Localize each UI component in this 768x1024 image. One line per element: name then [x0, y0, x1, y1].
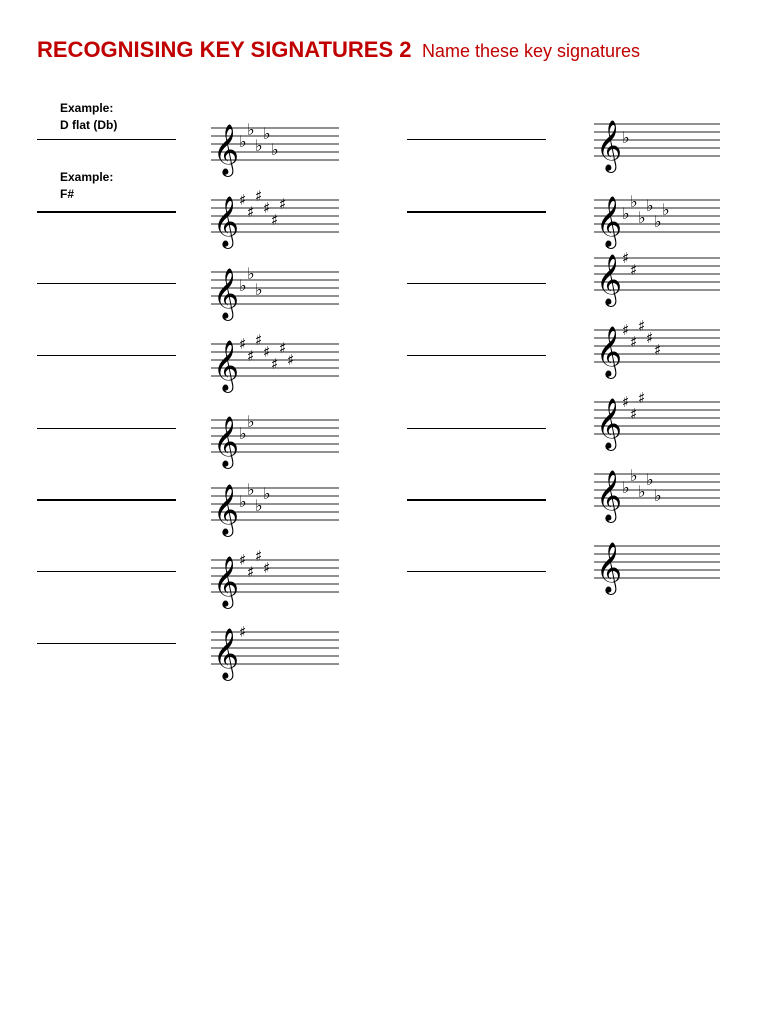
treble-clef-icon: 𝄞	[213, 196, 240, 247]
flat-icon: ♭	[630, 192, 638, 211]
treble-clef-icon: 𝄞	[213, 628, 240, 679]
key-signature-left-3	[211, 264, 339, 324]
flat-icon: ♭	[247, 120, 255, 139]
answer-line-right-6[interactable]	[407, 499, 546, 501]
flat-icon: ♭	[239, 424, 247, 443]
sharp-icon: ♯	[239, 335, 247, 353]
sharp-icon: ♯	[622, 321, 630, 339]
key-signature-left-8	[211, 624, 339, 684]
sharp-icon: ♯	[255, 187, 263, 205]
treble-clef-icon: 𝄞	[596, 254, 623, 305]
flat-icon: ♭	[662, 200, 670, 219]
answer-line-left-8[interactable]	[37, 643, 176, 644]
sharp-icon: ♯	[622, 249, 630, 267]
treble-clef-icon: 𝄞	[213, 416, 240, 467]
flat-icon: ♭	[239, 132, 247, 151]
answer-line-left-1[interactable]	[37, 139, 176, 140]
treble-clef-icon: 𝄞	[596, 398, 623, 449]
sharp-icon: ♯	[239, 551, 247, 569]
key-signature-left-2	[211, 187, 339, 252]
key-signature-right-6	[594, 466, 720, 526]
sharp-icon: ♯	[630, 405, 638, 423]
key-signature-right-1	[594, 116, 720, 176]
flat-icon: ♭	[646, 470, 654, 489]
flat-icon: ♭	[247, 412, 255, 431]
flat-icon: ♭	[255, 136, 263, 155]
key-signature-left-6	[211, 480, 339, 540]
flat-icon: ♭	[630, 466, 638, 485]
flat-icon: ♭	[239, 492, 247, 511]
treble-clef-icon: 𝄞	[596, 542, 623, 593]
treble-clef-icon: 𝄞	[213, 124, 240, 175]
flat-icon: ♭	[622, 204, 630, 223]
answer-line-right-4[interactable]	[407, 355, 546, 356]
answer-line-left-4[interactable]	[37, 355, 176, 356]
sharp-icon: ♯	[638, 317, 646, 335]
example-1-label	[60, 100, 117, 134]
sharp-icon: ♯	[247, 563, 255, 581]
worksheet-title: RECOGNISING KEY SIGNATURES 2	[37, 37, 412, 62]
sharp-icon: ♯	[263, 343, 271, 361]
key-signature-left-4	[211, 331, 339, 396]
sharp-icon: ♯	[279, 339, 287, 357]
key-signature-right-5	[594, 389, 720, 454]
sharp-icon: ♯	[638, 389, 646, 407]
example-1-heading: Example:	[60, 101, 114, 115]
sharp-icon: ♯	[279, 195, 287, 213]
flat-icon: ♭	[654, 212, 662, 231]
answer-line-right-5[interactable]	[407, 428, 546, 429]
flat-icon: ♭	[638, 208, 646, 227]
example-2-heading: Example:	[60, 170, 114, 184]
sharp-icon: ♯	[239, 191, 247, 209]
key-signature-right-4	[594, 317, 720, 382]
flat-icon: ♭	[638, 482, 646, 501]
flat-icon: ♭	[255, 496, 263, 515]
answer-line-left-3[interactable]	[37, 283, 176, 284]
example-2-label	[60, 169, 113, 203]
page-title	[37, 37, 640, 63]
answer-line-left-7[interactable]	[37, 571, 176, 572]
treble-clef-icon: 𝄞	[213, 340, 240, 391]
key-signature-left-7	[211, 547, 339, 612]
key-signature-right-2	[594, 192, 720, 252]
sharp-icon: ♯	[630, 333, 638, 351]
treble-clef-icon: 𝄞	[596, 326, 623, 377]
answer-line-right-7[interactable]	[407, 571, 546, 572]
flat-icon: ♭	[622, 128, 630, 147]
key-signature-right-3	[594, 250, 720, 310]
sharp-icon: ♯	[247, 347, 255, 365]
flat-icon: ♭	[622, 478, 630, 497]
sharp-icon: ♯	[287, 351, 295, 369]
answer-line-right-1[interactable]	[407, 139, 546, 140]
key-signature-right-7	[594, 538, 720, 598]
treble-clef-icon: 𝄞	[596, 120, 623, 171]
sharp-icon: ♯	[247, 203, 255, 221]
sharp-icon: ♯	[271, 355, 279, 373]
flat-icon: ♭	[247, 480, 255, 499]
sharp-icon: ♯	[263, 199, 271, 217]
answer-line-right-2[interactable]	[407, 211, 546, 213]
treble-clef-icon: 𝄞	[213, 556, 240, 607]
sharp-icon: ♯	[622, 393, 630, 411]
example-2-answer: F#	[60, 187, 75, 201]
answer-line-right-3[interactable]	[407, 283, 546, 284]
flat-icon: ♭	[646, 196, 654, 215]
answer-line-left-2[interactable]	[37, 211, 176, 213]
flat-icon: ♭	[255, 280, 263, 299]
key-signature-left-5	[211, 412, 339, 472]
flat-icon: ♭	[263, 124, 271, 143]
treble-clef-icon: 𝄞	[213, 268, 240, 319]
treble-clef-icon: 𝄞	[596, 470, 623, 521]
worksheet-instruction: Name these key signatures	[421, 41, 641, 61]
sharp-icon: ♯	[263, 559, 271, 577]
sharp-icon: ♯	[255, 547, 263, 565]
answer-line-left-5[interactable]	[37, 428, 176, 429]
example-1-answer: D flat (Db)	[60, 118, 118, 132]
key-signature-left-1	[211, 120, 339, 180]
flat-icon: ♭	[654, 486, 662, 505]
sharp-icon: ♯	[255, 331, 263, 349]
treble-clef-icon: 𝄞	[596, 196, 623, 247]
sharp-icon: ♯	[646, 329, 654, 347]
sharp-icon: ♯	[630, 261, 638, 279]
sharp-icon: ♯	[654, 341, 662, 359]
sharp-icon: ♯	[271, 211, 279, 229]
flat-icon: ♭	[239, 276, 247, 295]
sharp-icon: ♯	[239, 623, 247, 641]
treble-clef-icon: 𝄞	[213, 484, 240, 535]
flat-icon: ♭	[247, 264, 255, 283]
answer-line-left-6[interactable]	[37, 499, 176, 501]
flat-icon: ♭	[271, 140, 279, 159]
flat-icon: ♭	[263, 484, 271, 503]
